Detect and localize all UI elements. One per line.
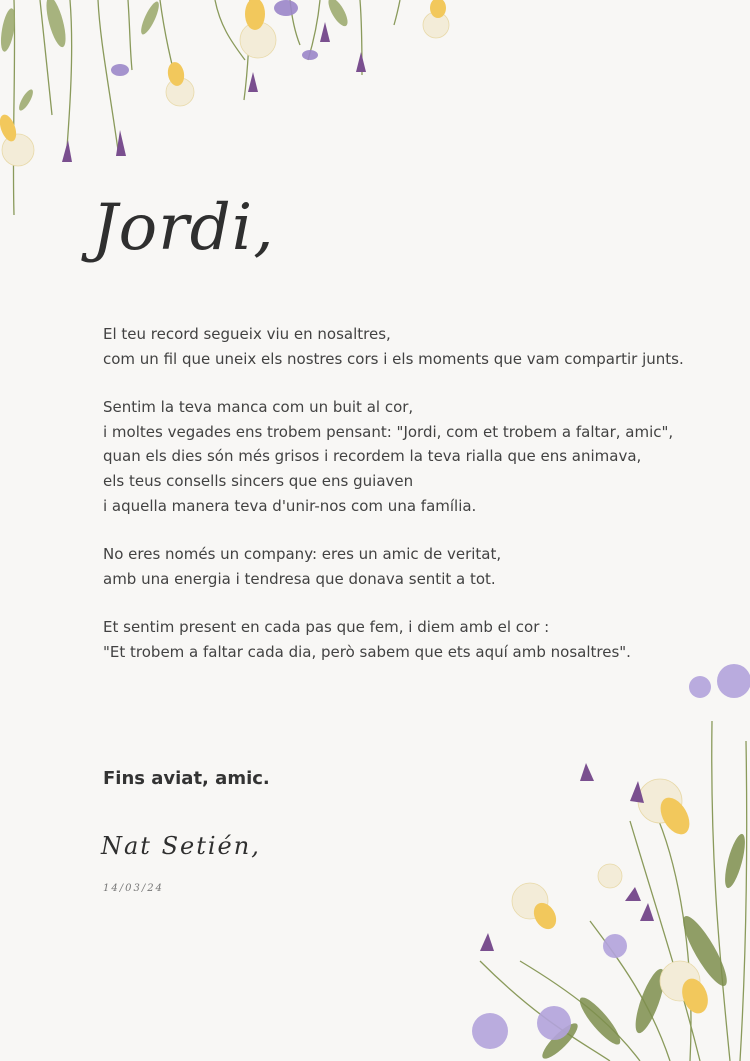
letter-date: 14/03/24 <box>103 883 164 894</box>
paragraph <box>103 395 703 518</box>
paragraph <box>103 542 703 591</box>
closing-line: Fins aviat, amic. <box>103 768 270 789</box>
signature: Nat Setién, <box>101 832 261 860</box>
text-line: No eres només un company: eres un amic de veritat, <box>103 545 502 564</box>
greeting-title: Jordi, <box>92 191 275 265</box>
text-line: "Et trobem a faltar cada dia, però sabem que ets aquí amb nosaltres". <box>103 642 631 661</box>
letter-body <box>103 322 703 689</box>
paragraph <box>103 322 703 371</box>
text-line: amb una energia i tendresa que donava sentit a tot. <box>103 569 496 588</box>
text-line: El teu record segueix viu en nosaltres, <box>103 325 391 343</box>
wildflower-bouquet-icon <box>450 661 750 1061</box>
text-line: com un fil que uneix els nostres cors i els moments que vam compartir junts. <box>103 349 684 368</box>
paragraph <box>103 615 703 664</box>
text-line: els teus consells sincers que ens guiaven <box>103 471 414 490</box>
text-line: quan els dies són més grisos i recordem la teva rialla que ens animava, <box>103 447 642 466</box>
text-line: i aquella manera teva d'unir-nos com una família. <box>103 496 477 515</box>
text-line: Sentim la teva manca com un buit al cor, <box>103 398 414 417</box>
text-line: i moltes vegades ens trobem pensant: "Jordi, com et trobem a faltar, amic", <box>103 422 674 441</box>
text-line: Et sentim present en cada pas que fem, i diem amb el cor : <box>103 618 550 637</box>
